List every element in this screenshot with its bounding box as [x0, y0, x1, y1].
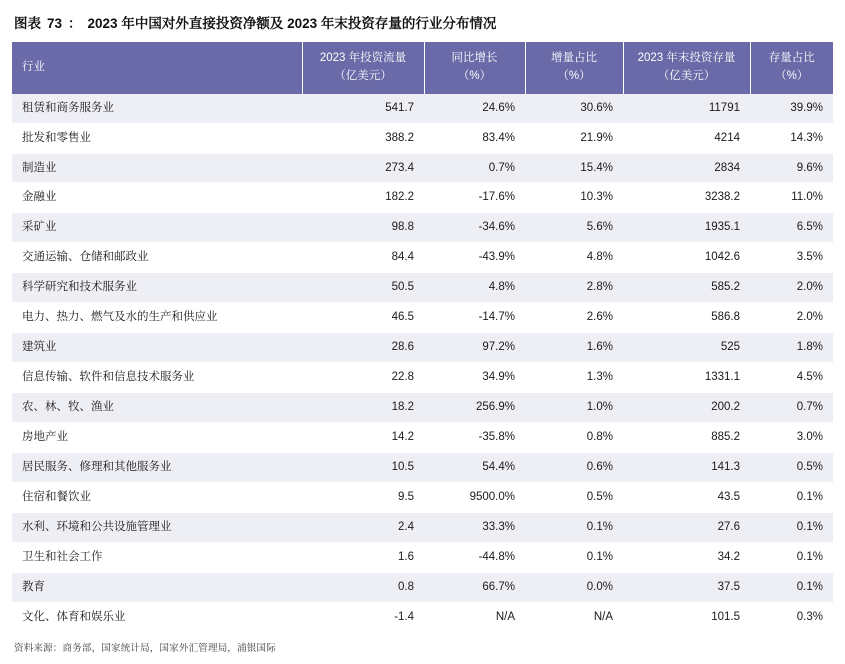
table-row — [12, 333, 833, 363]
cell-flow: 14.2 — [302, 422, 424, 452]
table-body — [12, 94, 833, 632]
cell-flow: 273.4 — [302, 153, 424, 183]
cell-flow: 1.6 — [302, 542, 424, 572]
cell-yoy: 0.7% — [424, 153, 525, 183]
column-header-flow-line2: （亿美元） — [334, 69, 392, 82]
cell-stock: 141.3 — [623, 452, 750, 482]
cell-stock: 101.5 — [623, 602, 750, 631]
column-header-stock — [623, 42, 750, 94]
cell-stock: 43.5 — [623, 482, 750, 512]
cell-share: 10.3% — [525, 183, 623, 213]
column-header-yoy — [424, 42, 525, 94]
cell-industry: 交通运输、仓储和邮政业 — [12, 243, 302, 273]
cell-flow: 9.5 — [302, 482, 424, 512]
cell-yoy: 97.2% — [424, 333, 525, 363]
cell-stock-share: 2.0% — [750, 303, 833, 333]
table-row — [12, 542, 833, 572]
cell-stock-share: 3.5% — [750, 243, 833, 273]
cell-share: 1.6% — [525, 333, 623, 363]
cell-share: 0.1% — [525, 512, 623, 542]
cell-flow: 10.5 — [302, 452, 424, 482]
cell-stock-share: 4.5% — [750, 363, 833, 393]
column-header-yoy-line2: （%） — [457, 69, 492, 82]
cell-stock-share: 9.6% — [750, 153, 833, 183]
table-row — [12, 572, 833, 602]
page-title — [12, 10, 833, 42]
cell-share: 0.5% — [525, 482, 623, 512]
cell-flow: 84.4 — [302, 243, 424, 273]
table-row — [12, 482, 833, 512]
cell-flow: 18.2 — [302, 393, 424, 423]
table-row — [12, 153, 833, 183]
cell-stock: 200.2 — [623, 393, 750, 423]
cell-stock-share: 0.5% — [750, 452, 833, 482]
cell-stock-share: 0.1% — [750, 512, 833, 542]
column-header-industry-line1: 行业 — [22, 60, 45, 73]
cell-industry: 教育 — [12, 572, 302, 602]
cell-industry: 电力、热力、燃气及水的生产和供应业 — [12, 303, 302, 333]
cell-stock: 885.2 — [623, 422, 750, 452]
cell-industry: 文化、体育和娱乐业 — [12, 602, 302, 631]
cell-flow: 22.8 — [302, 363, 424, 393]
title-colon: ： — [68, 16, 82, 31]
title-text: 2023 年中国对外直接投资净额及 2023 年末投资存量的行业分布情况 — [87, 16, 497, 31]
cell-stock-share: 0.1% — [750, 482, 833, 512]
cell-flow: 46.5 — [302, 303, 424, 333]
cell-yoy: -17.6% — [424, 183, 525, 213]
cell-industry: 批发和零售业 — [12, 123, 302, 153]
title-number: 73 — [47, 16, 63, 31]
cell-industry: 信息传输、软件和信息技术服务业 — [12, 363, 302, 393]
cell-share: 30.6% — [525, 94, 623, 123]
table-row — [12, 303, 833, 333]
cell-yoy: 83.4% — [424, 123, 525, 153]
table-header — [12, 42, 833, 94]
column-header-share-line1: 增量占比 — [551, 52, 597, 64]
cell-industry: 建筑业 — [12, 333, 302, 363]
cell-flow: 0.8 — [302, 572, 424, 602]
investment-table — [12, 42, 833, 632]
column-header-stock-line2: （亿美元） — [657, 69, 716, 82]
cell-industry: 住宿和餐饮业 — [12, 482, 302, 512]
table-row — [12, 183, 833, 213]
cell-stock-share: 3.0% — [750, 422, 833, 452]
column-header-flow-line1: 2023 年投资流量 — [319, 52, 407, 64]
cell-flow: -1.4 — [302, 602, 424, 631]
cell-industry: 金融业 — [12, 183, 302, 213]
cell-share: N/A — [525, 602, 623, 631]
cell-industry: 采矿业 — [12, 213, 302, 243]
cell-yoy: 54.4% — [424, 452, 525, 482]
cell-yoy: 33.3% — [424, 512, 525, 542]
column-header-yoy-line1: 同比增长 — [451, 52, 498, 64]
cell-industry: 水利、环境和公共设施管理业 — [12, 512, 302, 542]
cell-stock-share: 11.0% — [750, 183, 833, 213]
cell-stock-share: 0.1% — [750, 572, 833, 602]
cell-yoy: -44.8% — [424, 542, 525, 572]
cell-share: 1.0% — [525, 393, 623, 423]
cell-industry: 房地产业 — [12, 422, 302, 452]
column-header-stock-share — [750, 42, 833, 94]
cell-share: 2.8% — [525, 273, 623, 303]
cell-share: 0.0% — [525, 572, 623, 602]
table-header-row — [12, 42, 833, 94]
table-row — [12, 512, 833, 542]
cell-yoy: -43.9% — [424, 243, 525, 273]
column-header-stock-share-line1: 存量占比 — [768, 52, 815, 64]
cell-stock: 1331.1 — [623, 363, 750, 393]
cell-stock: 585.2 — [623, 273, 750, 303]
cell-flow: 98.8 — [302, 213, 424, 243]
cell-share: 2.6% — [525, 303, 623, 333]
table-row — [12, 452, 833, 482]
cell-flow: 50.5 — [302, 273, 424, 303]
cell-stock-share: 2.0% — [750, 273, 833, 303]
cell-yoy: -34.6% — [424, 213, 525, 243]
cell-share: 15.4% — [525, 153, 623, 183]
cell-share: 0.6% — [525, 452, 623, 482]
column-header-share-line2: （%） — [557, 69, 591, 82]
cell-stock: 11791 — [623, 94, 750, 123]
column-header-stock-line1: 2023 年末投资存量 — [637, 52, 736, 64]
cell-stock: 586.8 — [623, 303, 750, 333]
cell-yoy: 9500.0% — [424, 482, 525, 512]
cell-stock-share: 6.5% — [750, 213, 833, 243]
table-row — [12, 243, 833, 273]
source-note: 资料来源：商务部，国家统计局，国家外汇管理局，浦银国际 — [14, 642, 276, 654]
cell-flow: 28.6 — [302, 333, 424, 363]
table-row — [12, 363, 833, 393]
column-header-industry — [12, 42, 302, 94]
table-row — [12, 422, 833, 452]
cell-share: 0.8% — [525, 422, 623, 452]
cell-stock: 2834 — [623, 153, 750, 183]
table-row — [12, 273, 833, 303]
cell-stock: 37.5 — [623, 572, 750, 602]
column-header-stock-share-line2: （%） — [775, 69, 809, 82]
cell-stock-share: 0.1% — [750, 542, 833, 572]
cell-industry: 科学研究和技术服务业 — [12, 273, 302, 303]
cell-yoy: -35.8% — [424, 422, 525, 452]
table-row — [12, 393, 833, 423]
cell-industry: 居民服务、修理和其他服务业 — [12, 452, 302, 482]
cell-stock-share: 39.9% — [750, 94, 833, 123]
cell-stock-share: 14.3% — [750, 123, 833, 153]
cell-stock-share: 1.8% — [750, 333, 833, 363]
cell-yoy: 24.6% — [424, 94, 525, 123]
cell-flow: 182.2 — [302, 183, 424, 213]
title-label: 图表 — [14, 16, 41, 31]
cell-flow: 541.7 — [302, 94, 424, 123]
cell-stock: 1935.1 — [623, 213, 750, 243]
cell-flow: 388.2 — [302, 123, 424, 153]
table-row — [12, 602, 833, 631]
cell-yoy: 34.9% — [424, 363, 525, 393]
cell-share: 0.1% — [525, 542, 623, 572]
cell-stock-share: 0.7% — [750, 393, 833, 423]
cell-share: 5.6% — [525, 213, 623, 243]
cell-yoy: -14.7% — [424, 303, 525, 333]
cell-stock: 1042.6 — [623, 243, 750, 273]
cell-industry: 农、林、牧、渔业 — [12, 393, 302, 423]
cell-share: 4.8% — [525, 243, 623, 273]
table-row — [12, 94, 833, 123]
cell-stock-share: 0.3% — [750, 602, 833, 631]
cell-stock: 34.2 — [623, 542, 750, 572]
cell-industry: 制造业 — [12, 153, 302, 183]
cell-stock: 3238.2 — [623, 183, 750, 213]
column-header-share — [525, 42, 623, 94]
cell-industry: 租赁和商务服务业 — [12, 94, 302, 123]
cell-flow: 2.4 — [302, 512, 424, 542]
column-header-flow — [302, 42, 424, 94]
cell-industry: 卫生和社会工作 — [12, 542, 302, 572]
cell-share: 21.9% — [525, 123, 623, 153]
table-row — [12, 123, 833, 153]
cell-share: 1.3% — [525, 363, 623, 393]
cell-stock: 525 — [623, 333, 750, 363]
table-row — [12, 213, 833, 243]
cell-yoy: N/A — [424, 602, 525, 631]
cell-yoy: 256.9% — [424, 393, 525, 423]
cell-stock: 4214 — [623, 123, 750, 153]
cell-stock: 27.6 — [623, 512, 750, 542]
cell-yoy: 66.7% — [424, 572, 525, 602]
cell-yoy: 4.8% — [424, 273, 525, 303]
